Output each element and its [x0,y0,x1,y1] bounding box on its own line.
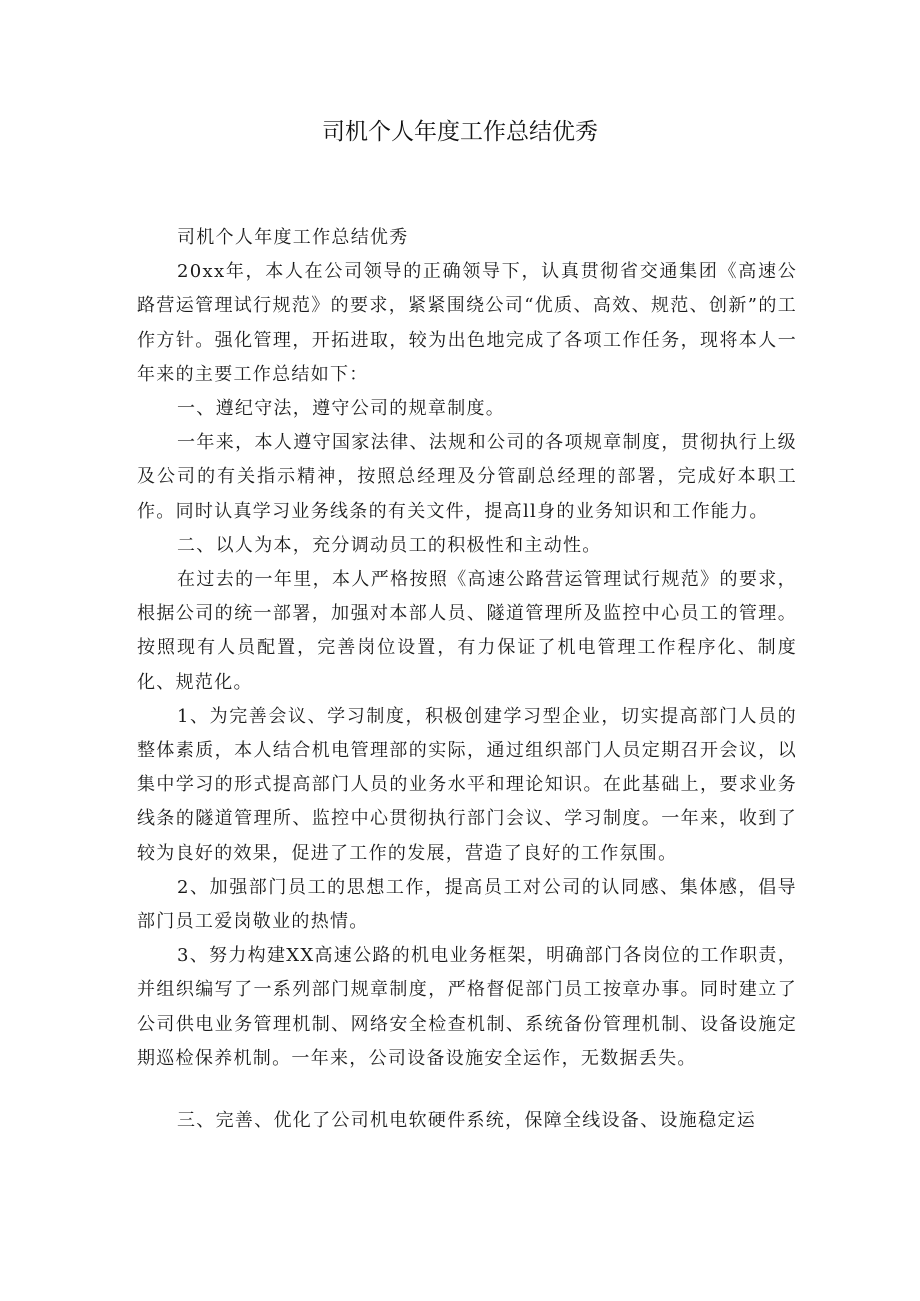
document-title: 司机个人年度工作总结优秀 [322,119,598,145]
paragraph-section-2: 在过去的一年里，本人严格按照《高速公路营运管理试行规范》的要求，根据公司的统一部署，加强对本部人员、隧道管理所及监控中心员工的管理。按照现有人员配置，完善岗位设置，有力保证了机电管理工作程序化、制度化、规范化。 [137,569,797,693]
paragraph-subtitle: 司机个人年度工作总结优秀 [177,227,409,248]
list-item-1: 1、为完善会议、学习制度，积极创建学习型企业，切实提高部门人员的整体素质，本人结合机电管理部的实际，通过组织部门人员定期召开会议，以集中学习的形式提高部门人员的业务水平和理论知识。在此基础上，要求业务线条的隧道管理所、监控中心贯彻执行部门会议、学习制度。一年来，收到了较为良好的效果，促进了工作的发展，营造了良好的工作氛围。 [137,705,797,864]
section-heading-2: 二、以人为本，充分调动员工的积极性和主动性。 [177,534,602,556]
paragraph-intro: 20xx年，本人在公司领导的正确领导下，认真贯彻省交通集团《高速公路营运管理试行规范》的要求，紧紧围绕公司“优质、高效、规范、创新”的工作方针。强化管理，开拓进取，较为出色地完成了各项工作任务，现将本人一年来的主要工作总结如下： [137,261,797,385]
section-heading-1: 一、遵纪守法，遵守公司的规章制度。 [177,398,506,420]
paragraph-section-1: 一年来，本人遵守国家法律、法规和公司的各项规章制度，贯彻执行上级及公司的有关指示精神，按照总经理及分管副总经理的部署，完成好本职工作。同时认真学习业务线条的有关文件，提高ll身的业务知识和工作能力。 [137,432,797,522]
document-body [137,221,797,1138]
list-item-2: 2、加强部门员工的思想工作，提高员工对公司的认同感、集体感，倡导部门员工爱岗敬业的热情。 [137,876,797,933]
list-item-3: 3、努力构建XX高速公路的机电业务框架，明确部门各岗位的工作职责，并组织编写了一系列部门规章制度，严格督促部门员工按章办事。同时建立了公司供电业务管理机制、网络安全检查机制、系统备份管理机制、设备设施定期巡检保养机制。一年来，公司设备设施安全运作，无数据丢失。 [137,945,797,1069]
section-heading-3: 三、完善、优化了公司机电软硬件系统，保障全线设备、设施稳定运 [177,1110,756,1132]
